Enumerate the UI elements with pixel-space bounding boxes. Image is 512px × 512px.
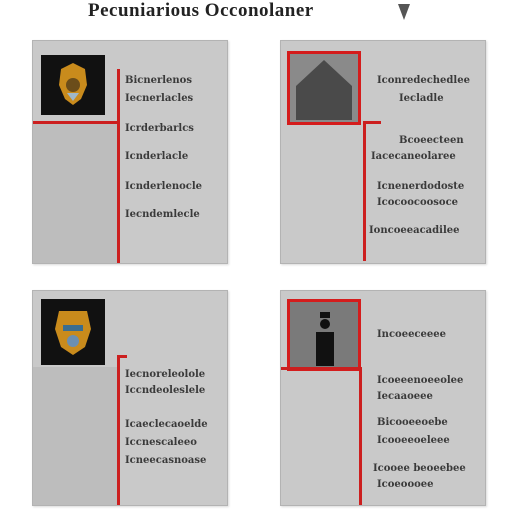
card-text-line: Incoeeceeee bbox=[377, 329, 446, 340]
card-top-left[interactable] bbox=[32, 40, 228, 264]
card-text-line: Iecladle bbox=[399, 93, 444, 104]
content-pane bbox=[33, 367, 117, 505]
card-text-line: Icnderlacle bbox=[125, 151, 189, 162]
card-text-line: Iecndemlecle bbox=[125, 209, 200, 220]
card-bottom-left[interactable] bbox=[32, 290, 228, 506]
divider-line bbox=[363, 121, 381, 124]
accent-line bbox=[117, 69, 120, 263]
card-text-line: Icooee beoeebee bbox=[373, 463, 466, 474]
card-text-line: Icrderbarlcs bbox=[125, 123, 194, 134]
card-text-line: Iecaaoeee bbox=[377, 391, 433, 402]
card-text-line: Icocoocoosoce bbox=[377, 197, 459, 208]
content-pane bbox=[33, 123, 117, 263]
card-text-line: Icoeoooee bbox=[377, 479, 434, 490]
accent-line bbox=[117, 355, 120, 505]
divider-line bbox=[33, 121, 117, 124]
card-text-line: Iecnerlacles bbox=[125, 93, 194, 104]
card-text-line: Iconredechedlee bbox=[377, 75, 470, 86]
home-icon bbox=[287, 51, 361, 125]
card-text-line: Icnenerdodoste bbox=[377, 181, 465, 192]
card-text-line: Iccndeoleslele bbox=[125, 385, 206, 396]
divider-line bbox=[281, 367, 361, 370]
card-text-line: Bcoeecteen bbox=[399, 135, 464, 146]
card-text-line: Iacecaneolaree bbox=[371, 151, 456, 162]
card-text-line: Icoeeenoeeolee bbox=[377, 375, 464, 386]
card-bottom-right[interactable] bbox=[280, 290, 486, 506]
accent-line bbox=[363, 121, 366, 261]
card-text-line: Iccnescaleeo bbox=[125, 437, 197, 448]
card-top-right[interactable] bbox=[280, 40, 486, 264]
card-text-line: Icaeclecaoelde bbox=[125, 419, 208, 430]
dropdown-arrow-icon[interactable] bbox=[398, 4, 410, 20]
accent-line bbox=[359, 367, 362, 505]
mascot-icon bbox=[41, 299, 105, 365]
card-text-line: Icooeeoeleee bbox=[377, 435, 450, 446]
badge-icon bbox=[41, 55, 105, 115]
card-text-line: Iecnoreleolole bbox=[125, 369, 206, 380]
card-text-line: Bicnerlenos bbox=[125, 75, 192, 86]
card-text-line: Icnderlenocle bbox=[125, 181, 203, 192]
card-text-line: Ioncoeeacadilee bbox=[369, 225, 460, 236]
card-text-line: Icneecasnoase bbox=[125, 455, 207, 466]
person-icon bbox=[287, 299, 361, 371]
card-text-line: Bicooeeoebe bbox=[377, 417, 448, 428]
page-title: Pecuniarious Occonolaner bbox=[88, 0, 314, 21]
